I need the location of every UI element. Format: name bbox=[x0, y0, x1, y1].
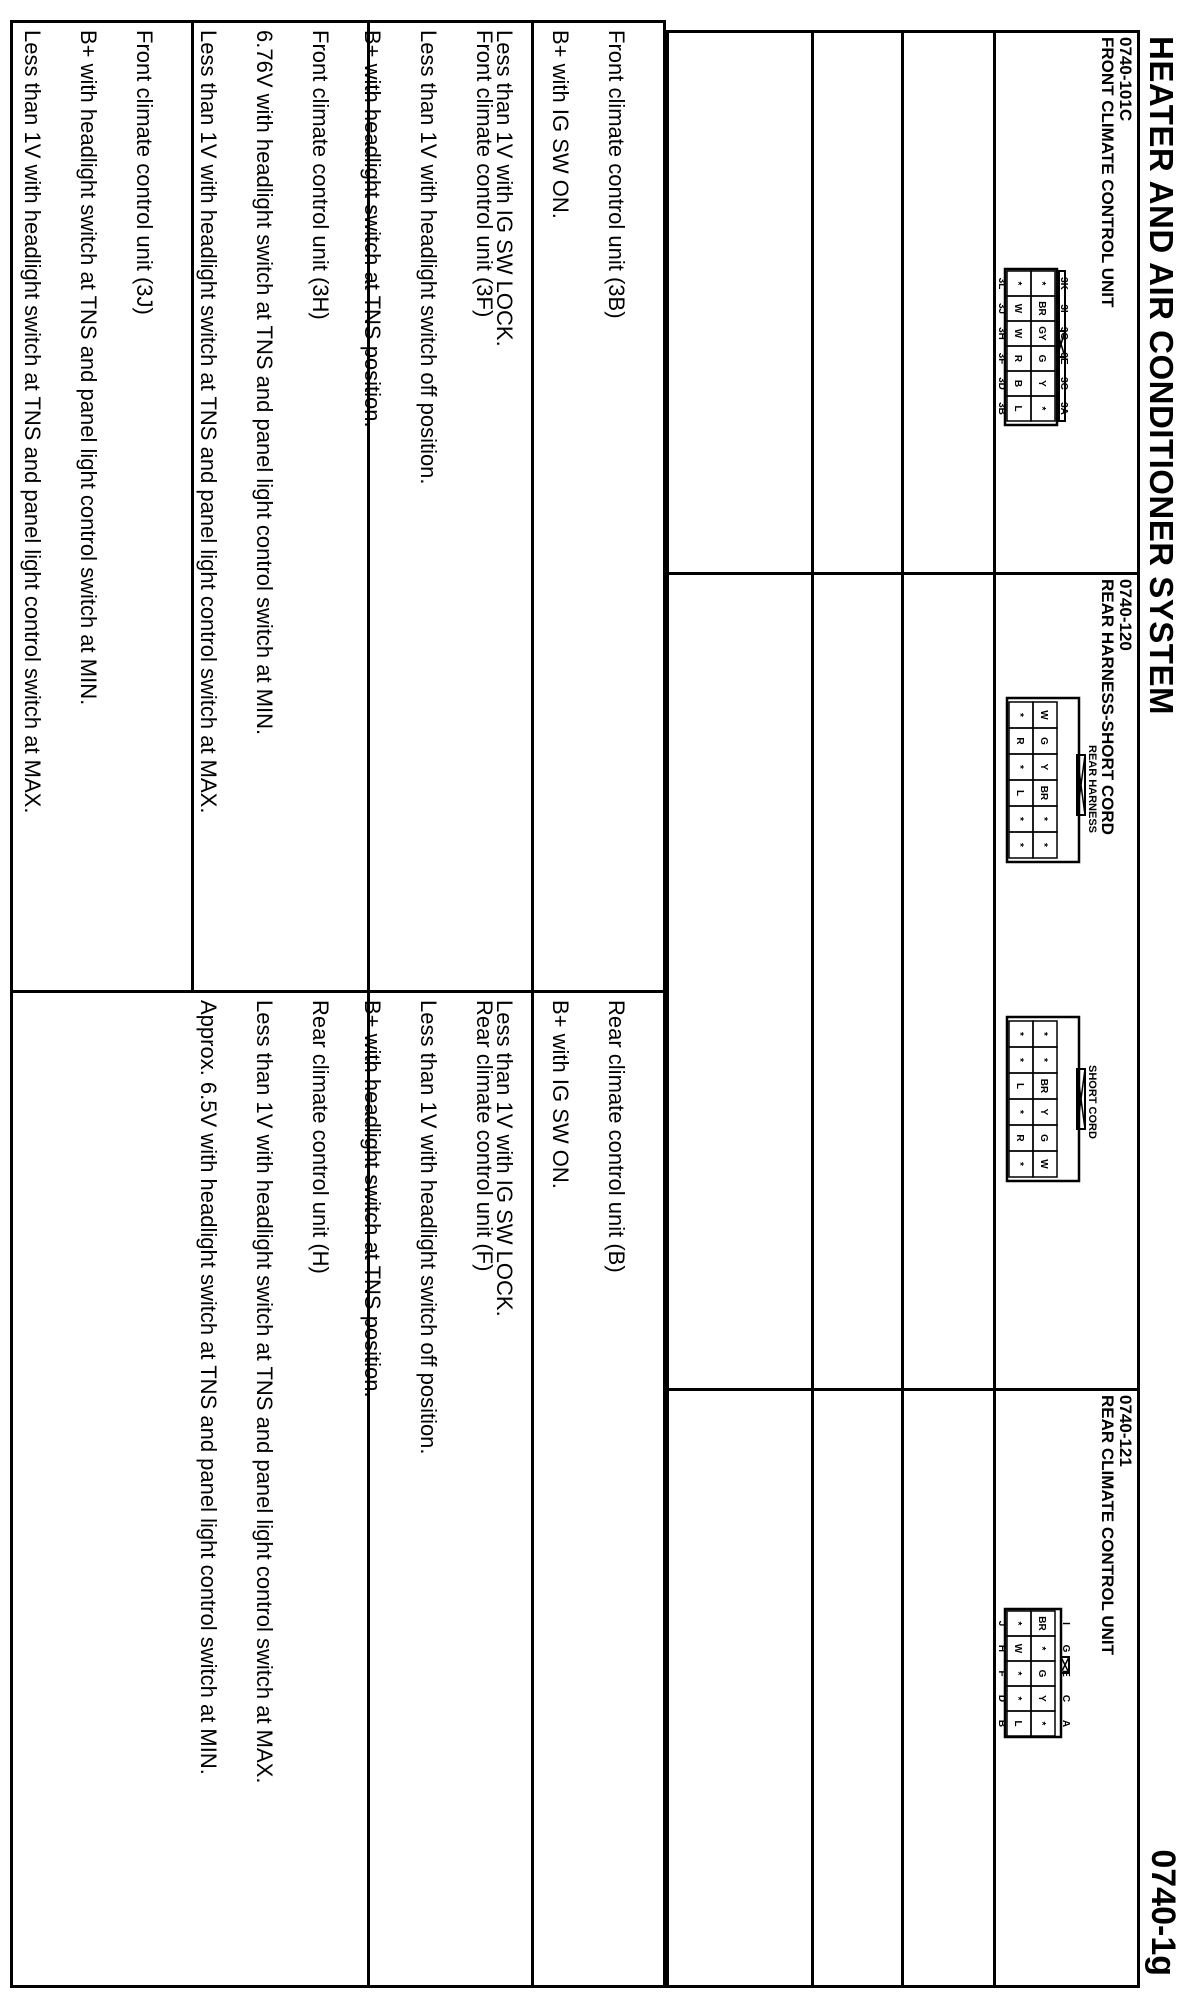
front-pin-wire-label: * bbox=[1012, 281, 1023, 286]
page-code: 0740-1g bbox=[1144, 1849, 1182, 1976]
harness-pin-wire-label: * bbox=[1038, 843, 1049, 847]
description-front-3h bbox=[166, 30, 362, 980]
harness-pin-wire-label: * bbox=[1014, 713, 1025, 717]
description-heading: Rear climate control unit (B) bbox=[604, 1000, 629, 1273]
rear-pin-wire-label: BR bbox=[1036, 1616, 1047, 1631]
description-line: B+ with IG SW ON. bbox=[548, 1000, 573, 1189]
description-rear-h bbox=[166, 1000, 362, 1975]
description-line: Less than 1V with headlight switch off position. bbox=[416, 1000, 441, 1455]
description-heading: Front climate control unit (3J) bbox=[132, 30, 157, 315]
description-line: Less than 1V with headlight switch at TNS and panel light control switch at MAX. bbox=[20, 30, 45, 814]
connector-name: REAR HARNESS-SHORT CORD bbox=[1098, 579, 1117, 835]
front-connector-face bbox=[1005, 269, 1065, 425]
description-line: Less than 1V with IG SW LOCK. bbox=[492, 1000, 517, 1317]
pin-number-label: 3A bbox=[1058, 402, 1069, 415]
rear-pin-wire-label: * bbox=[1036, 1721, 1047, 1726]
harness-pin-wire-label: * bbox=[1014, 817, 1025, 821]
harness-pin-wire-label: Y bbox=[1038, 763, 1049, 771]
harness-pin-wire-label: * bbox=[1038, 817, 1049, 821]
pin-number-label: 3D bbox=[996, 377, 1007, 390]
connector-cell-rear-harness bbox=[999, 575, 1137, 1385]
rear-connector-diagram bbox=[996, 1391, 1137, 1985]
connector-name: REAR CLIMATE CONTROL UNIT bbox=[1098, 1395, 1117, 1656]
rear-pin-wire-label: * bbox=[1012, 1671, 1023, 1676]
short-cord-label: SHORT CORD bbox=[1086, 1065, 1098, 1139]
harness-label: REAR HARNESS bbox=[1086, 745, 1098, 834]
pin-number-label: 3L bbox=[996, 277, 1007, 290]
description-line: Less than 1V with headlight switch at TNS and panel light control switch at MAX. bbox=[252, 1000, 277, 1784]
description-line: Less than 1V with IG SW LOCK. bbox=[492, 30, 517, 347]
harness-pin-wire-label: L bbox=[1014, 789, 1025, 797]
pin-number-label: 3K bbox=[1058, 277, 1069, 290]
pin-number-label: B bbox=[996, 1719, 1007, 1728]
rear-pin-wire-label: * bbox=[1036, 1646, 1047, 1651]
pin-number-label: 3E bbox=[1058, 352, 1069, 365]
front-pin-wire-label: Y bbox=[1036, 380, 1047, 387]
front-pin-wire-label: L bbox=[1012, 405, 1023, 412]
harness-pin-wire-label: BR bbox=[1038, 785, 1049, 801]
description-heading: Front climate control unit (3F) bbox=[472, 30, 497, 318]
description-line: Approx. 6.5V with headlight switch at TNS and panel light control switch at MIN. bbox=[196, 1000, 221, 1775]
rear-pin-wire-label: Y bbox=[1036, 1695, 1047, 1702]
short-cord-pin-wire-label: * bbox=[1014, 1162, 1025, 1166]
description-line: Less than 1V with headlight switch off position. bbox=[416, 30, 441, 485]
short-cord-pin-wire-label: * bbox=[1014, 1110, 1025, 1114]
pin-number-label: 3J bbox=[996, 302, 1007, 315]
pin-number-label: 3B bbox=[996, 402, 1007, 415]
connector-code: 0740-101C bbox=[1116, 37, 1135, 122]
description-heading: Rear climate control unit (F) bbox=[472, 1000, 497, 1272]
description-front-3j bbox=[0, 30, 186, 980]
rear-pin-wire-label: W bbox=[1012, 1643, 1023, 1654]
pin-number-label: G bbox=[1060, 1644, 1071, 1653]
description-line: B+ with headlight switch at TNS position. bbox=[360, 30, 385, 428]
connector-cell-rear bbox=[996, 1391, 1137, 1985]
pin-number-label: 3H bbox=[996, 327, 1007, 340]
rear-pin-wire-label: * bbox=[1012, 1621, 1023, 1626]
front-pin-wire-label: B bbox=[1012, 379, 1023, 388]
front-pin-wire-label: * bbox=[1036, 281, 1047, 286]
description-heading: Rear climate control unit (H) bbox=[308, 1000, 333, 1274]
short-cord-pin-wire-label: L bbox=[1014, 1082, 1025, 1090]
front-pin-wire-label: BR bbox=[1036, 301, 1047, 316]
pin-number-label: F bbox=[996, 1670, 1007, 1677]
connector-cell-front bbox=[996, 33, 1137, 569]
pin-number-label: D bbox=[996, 1694, 1007, 1703]
front-connector-diagram bbox=[996, 33, 1137, 569]
front-pin-wire-label: G bbox=[1036, 354, 1047, 363]
short-cord-pin-wire-label: BR bbox=[1038, 1078, 1049, 1094]
pin-number-label: C bbox=[1060, 1694, 1071, 1703]
harness-pin-wire-label: * bbox=[1014, 843, 1025, 847]
short-cord-pin-wire-label: * bbox=[1038, 1032, 1049, 1036]
short-cord-pin-wire-label: * bbox=[1038, 1058, 1049, 1062]
front-pin-wire-label: W bbox=[1012, 328, 1023, 339]
description-line: B+ with IG SW ON. bbox=[548, 30, 573, 219]
connector-code: 0740-121 bbox=[1116, 1395, 1135, 1467]
pin-number-label: 3C bbox=[1058, 377, 1069, 390]
harness-pin-wire-label: W bbox=[1038, 710, 1049, 720]
front-pin-wire-label: W bbox=[1012, 303, 1023, 314]
pin-number-label: H bbox=[996, 1644, 1007, 1653]
description-line: B+ with headlight switch at TNS and panel light control switch at MIN. bbox=[76, 30, 101, 706]
short-cord-pin-wire-label: Y bbox=[1038, 1108, 1049, 1116]
rear-pin-wire-label: G bbox=[1036, 1669, 1047, 1678]
front-pin-wire-label: * bbox=[1036, 406, 1047, 411]
connector-code: 0740-120 bbox=[1116, 579, 1135, 651]
page-title: HEATER AND AIR CONDITIONER SYSTEM bbox=[1143, 36, 1180, 715]
description-heading: Front climate control unit (3B) bbox=[604, 30, 629, 319]
front-pin-wire-label: GY bbox=[1036, 326, 1047, 341]
pin-number-label: 3I bbox=[1058, 304, 1069, 313]
rear-pin-wire-label: * bbox=[1012, 1696, 1023, 1701]
short-cord-pin-wire-label: * bbox=[1014, 1032, 1025, 1036]
connector-name: FRONT CLIMATE CONTROL UNIT bbox=[1098, 37, 1117, 308]
pin-number-label: I bbox=[1060, 1622, 1071, 1625]
short-cord-pin-wire-label: G bbox=[1038, 1134, 1049, 1142]
pin-number-label: J bbox=[996, 1620, 1007, 1627]
short-cord-pin-wire-label: R bbox=[1014, 1134, 1025, 1142]
short-cord-pin-wire-label: * bbox=[1014, 1058, 1025, 1062]
front-pin-wire-label: R bbox=[1012, 354, 1023, 363]
description-line: Less than 1V with headlight switch at TNS and panel light control switch at MAX. bbox=[196, 30, 221, 814]
short-cord-pin-wire-label: W bbox=[1038, 1159, 1049, 1169]
pin-number-label: 3F bbox=[996, 352, 1007, 365]
harness-pin-wire-label: * bbox=[1014, 765, 1025, 769]
description-line: B+ with headlight switch at TNS position. bbox=[360, 1000, 385, 1398]
pin-number-label: 3G bbox=[1058, 326, 1069, 341]
description-line: 6.76V with headlight switch at TNS and panel light control switch at MIN. bbox=[252, 30, 277, 736]
description-heading: Front climate control unit (3H) bbox=[308, 30, 333, 320]
pin-number-label: E bbox=[1060, 1670, 1071, 1677]
pin-number-label: A bbox=[1060, 1719, 1071, 1728]
harness-pin-wire-label: R bbox=[1014, 737, 1025, 745]
rear-harness-diagram bbox=[999, 575, 1137, 1385]
rear-pin-wire-label: L bbox=[1012, 1720, 1023, 1727]
harness-pin-wire-label: G bbox=[1038, 737, 1049, 745]
